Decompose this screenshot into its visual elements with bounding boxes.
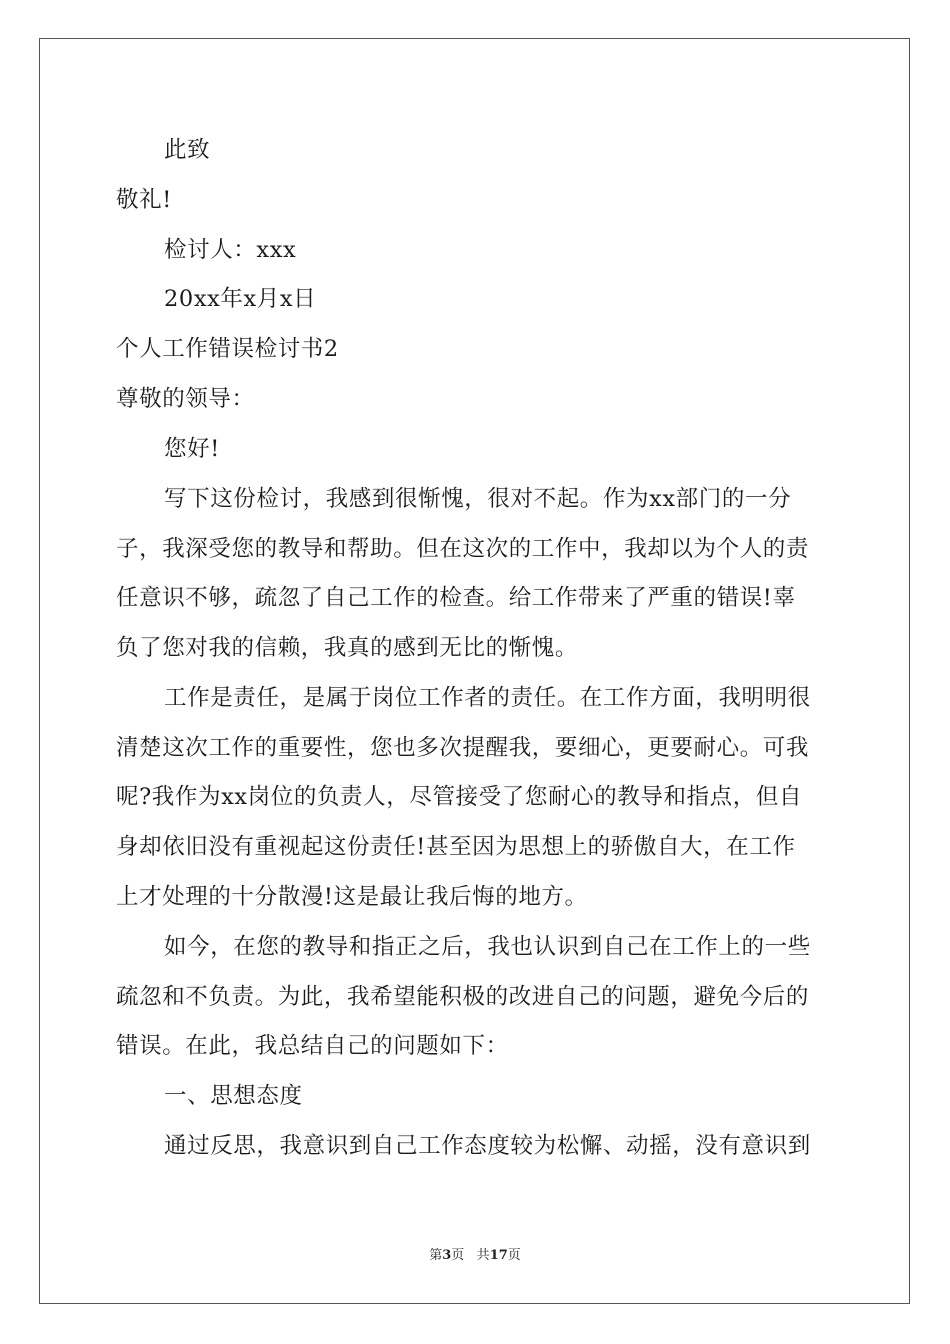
body-line: 通过反思，我意识到自己工作态度较为松懈、动摇，没有意识到 (164, 1133, 811, 1159)
body-line: 写下这份检讨，我感到很惭愧，很对不起。作为xx部门的一分 (164, 486, 792, 512)
body-line: 子，我深受您的教导和帮助。但在这次的工作中，我却以为个人的责 (116, 536, 810, 562)
page-suffix: 页 (451, 1248, 465, 1263)
closing-salutation-1: 此致 (164, 137, 211, 163)
page-current: 3 (442, 1248, 452, 1263)
date-line: 20xx年x月x日 (164, 286, 317, 312)
body-line: 错误。在此，我总结自己的问题如下： (116, 1033, 509, 1059)
greeting-hello: 您好! (164, 436, 220, 462)
closing-salutation-2: 敬礼! (116, 187, 172, 213)
addressee: 尊敬的领导： (116, 386, 255, 412)
page-border (39, 38, 910, 1304)
signer-line: 检讨人：xxx (164, 237, 297, 263)
body-line: 负了您对我的信赖，我真的感到无比的惭愧。 (116, 635, 579, 661)
body-line: 工作是责任，是属于岗位工作者的责任。在工作方面，我明明很 (164, 685, 811, 711)
total-prefix: 共 (476, 1248, 490, 1263)
body-line: 呢?我作为xx岗位的负责人，尽管接受了您耐心的教导和指点，但自 (116, 784, 803, 810)
body-line: 如今，在您的教导和指正之后，我也认识到自己在工作上的一些 (164, 934, 811, 960)
total-suffix: 页 (507, 1248, 521, 1263)
body-line: 疏忽和不负责。为此，我希望能积极的改进自己的问题，避免今后的 (116, 984, 810, 1010)
page-footer (0, 1248, 950, 1264)
body-line: 清楚这次工作的重要性，您也多次提醒我，要细心，更要耐心。可我 (116, 735, 810, 761)
section-heading: 一、思想态度 (164, 1083, 303, 1109)
body-line: 任意识不够，疏忽了自己工作的检查。给工作带来了严重的错误!辜 (116, 585, 796, 611)
section-title: 个人工作错误检讨书2 (116, 336, 339, 362)
body-line: 上才处理的十分散漫!这是最让我后悔的地方。 (116, 884, 588, 910)
page-total: 17 (489, 1248, 508, 1263)
page-prefix: 第 (429, 1248, 443, 1263)
body-line: 身却依旧没有重视起这份责任!甚至因为思想上的骄傲自大，在工作 (116, 834, 796, 860)
